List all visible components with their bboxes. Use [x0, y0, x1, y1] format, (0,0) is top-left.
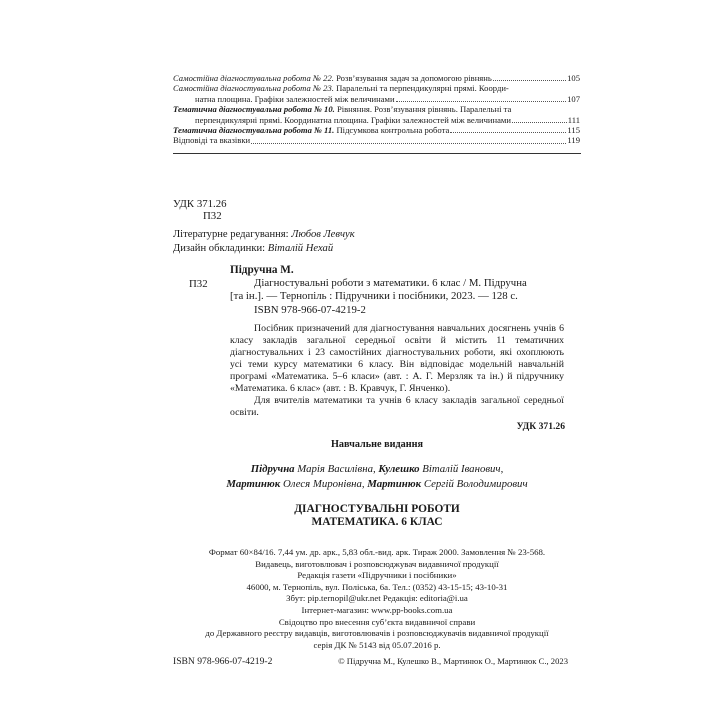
author-given-names: Марія Василівна,: [297, 463, 376, 475]
cover-credit: [173, 242, 333, 255]
imprint-block: [173, 547, 581, 651]
toc-entry-text: Паралельні та перпендикулярні прямі. Коорди-: [336, 83, 509, 94]
toc-entry: [173, 135, 580, 145]
toc-page-number: 119: [567, 135, 580, 146]
toc-entry-label: Тематична діагностувальна робота № 10.: [173, 104, 335, 115]
toc-entry-label: Тематична діагностувальна робота № 11.: [173, 125, 335, 136]
toc-entry-text: Відповіді та вказівки: [173, 135, 251, 146]
toc-entry: [173, 104, 580, 114]
toc-entry-continuation: [173, 115, 580, 125]
footer-copyright: © Підручна М., Кулешко В., Мартинюк О., Мартинюк С., 2023: [338, 656, 568, 666]
author-given-names: Сергій Володимирович: [423, 477, 528, 490]
imprint-line: Формат 60×84/16. 7,44 ум. др. арк., 5,83 обл.-вид. арк. Тираж 2000. Замовлення № 23-568.: [208, 547, 546, 557]
toc-page-number: 105: [567, 73, 580, 83]
toc-leader-dots: [251, 143, 566, 144]
toc-page-number: 111: [567, 114, 580, 125]
cover-designer-name: Віталій Нехай: [267, 243, 334, 254]
imprint-line: Видавець, виготовлювач і розповсюджувач видавничої продукції: [255, 558, 499, 569]
toc-entry: [173, 125, 580, 135]
imprint-line: Свідоцтво про внесення суб’єкта видавничої справи: [278, 616, 476, 627]
author-given-names: Віталій Іванович,: [422, 463, 504, 475]
book-title-line: ДІАГНОСТУВАЛЬНІ РОБОТИ: [294, 503, 460, 515]
imprint-line: Збут: pip.ternopil@ukr.net Редакція: editoria@i.ua: [286, 593, 468, 604]
book-title: [173, 503, 581, 530]
abstract-paragraph: Посібник призначений для діагностування навчальних досягнень учнів 6 класу закладів загальної середньої освіти й містить 11 тематичних діагностувальних і 23 самостійних діагностувальних роботи, які охоплюють усі теми курсу математики 6 класу. Він відповідає модельній навчальній програмі «Математика. 5–6 класи» (авт. : А. Г. Мерзляк та ін.) й підручнику «Математика. 6 клас» (авт. : В. Кравчук, Г. Янченко).: [230, 323, 564, 394]
author-given-names: Олеся Миронівна,: [282, 477, 365, 490]
author-surname: Кулешко: [378, 463, 420, 475]
editor-name: Любов Левчук: [291, 229, 355, 240]
toc-leader-dots: [450, 132, 566, 133]
toc-leader-dots: [493, 80, 566, 81]
editor-label: Літературне редагування:: [173, 229, 289, 240]
imprint-line: Інтернет-магазин: www.pp-books.com.ua: [301, 604, 453, 615]
bib-author-code: П32: [189, 278, 208, 290]
author-surname: Мартинюк: [226, 477, 281, 490]
footer-isbn: ISBN 978-966-07-4219-2: [173, 656, 273, 667]
author-surname: Мартинюк: [367, 477, 422, 490]
book-title-line: МАТЕМАТИКА. 6 КЛАС: [311, 516, 443, 529]
toc-entry-label: Самостійна діагностувальна робота № 22.: [173, 73, 334, 83]
bib-author: Підручна М.: [230, 264, 294, 276]
toc-entry-label: Самостійна діагностувальна робота № 23.: [173, 83, 334, 94]
editor-credit: [173, 228, 355, 241]
udk-line: УДК 371.26: [173, 198, 227, 210]
author-surname: Підручна: [250, 463, 295, 475]
bib-line-1: Діагностувальні роботи з математики. 6 клас / М. Підручна: [254, 277, 527, 289]
cover-label: Дизайн обкладинки:: [173, 243, 266, 254]
imprint-line: 46000, м. Тернопіль, вул. Поліська, 6а. Тел.: (0352) 43-15-15; 43-10-31: [246, 581, 508, 592]
toc-page-number: 115: [567, 125, 580, 136]
bib-line-2: [та ін.]. — Тернопіль : Підручники і посібники, 2023. — 128 с.: [230, 290, 518, 303]
authors-list: [173, 462, 581, 491]
abstract-paragraph: Для вчителів математики та учнів 6 класу закладів загальної середньої освіти.: [230, 395, 564, 418]
toc-entry: [173, 73, 580, 83]
abstract: [230, 323, 564, 419]
toc-leader-dots: [512, 122, 567, 123]
toc-entry-continuation: [173, 94, 580, 104]
imprint-line: Редакція газети «Підручники і посібники»: [297, 570, 457, 581]
toc-leader-dots: [396, 101, 567, 102]
udk-right: УДК 371.26: [516, 421, 565, 432]
bib-isbn: ISBN 978-966-07-4219-2: [254, 303, 366, 316]
toc-entry-text-cont: натна площина. Графіки залежностей між величинами: [195, 93, 395, 104]
toc-entry-text: Рівняння. Розв’язування рівнянь. Паралельні та: [336, 104, 512, 115]
author-code: П32: [203, 210, 222, 222]
bibliographic-record: [230, 277, 564, 317]
toc-entry-text: Розв’язування задач за допомогою рівнянь: [336, 73, 492, 83]
toc-entry: [173, 83, 580, 93]
imprint-line: до Державного реєстру видавців, виготовлювачів і розповсюджувачів видавничої продукції: [205, 628, 549, 639]
imprint-line: серія ДК № 5143 від 05.07.2016 р.: [313, 639, 441, 650]
table-of-contents: [173, 73, 580, 146]
toc-entry-text: Підсумкова контрольна робота: [336, 125, 450, 136]
toc-page-number: 107: [567, 93, 580, 104]
toc-entry-text-cont: перпендикулярні прямі. Координатна площина. Графіки залежностей між величинами: [195, 114, 511, 125]
divider: [173, 153, 581, 154]
edition-type: Навчальне видання: [331, 439, 423, 450]
